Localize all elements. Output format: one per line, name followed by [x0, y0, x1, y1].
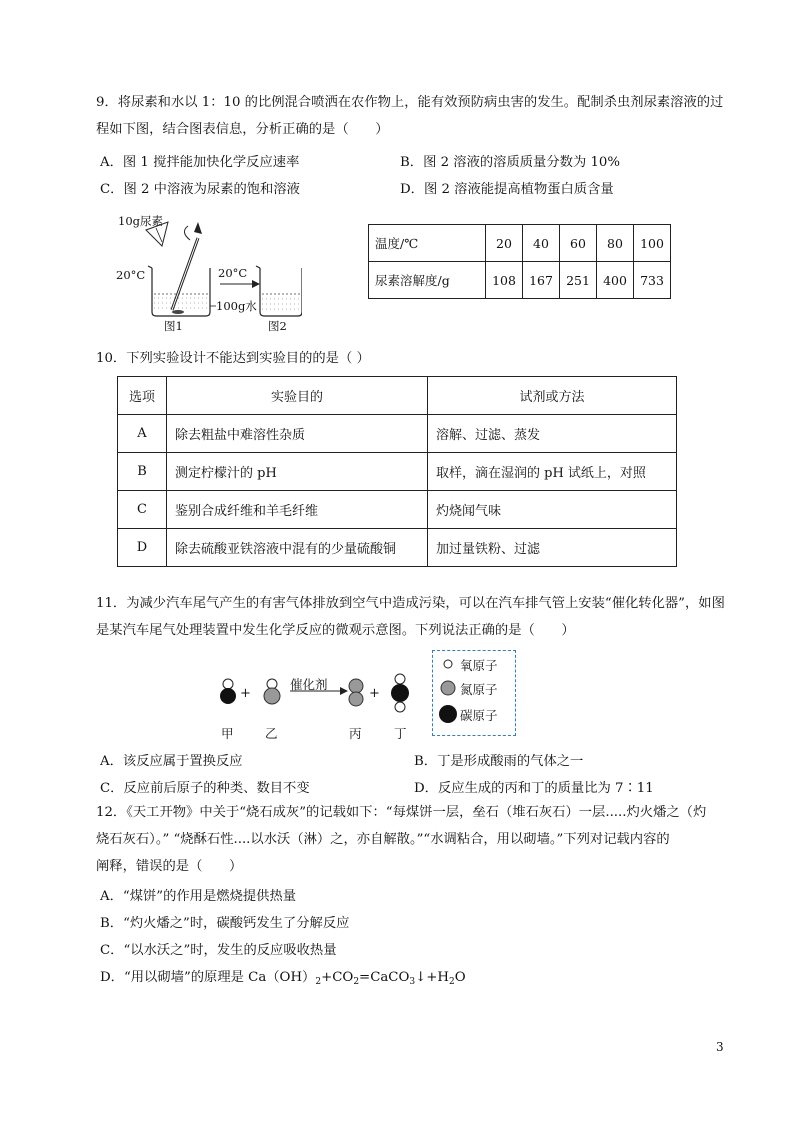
- molecule-jia: [220, 679, 236, 704]
- q12-stem-line2: 烧石灰石）。” “烧酥石性....以水沃（淋）之，亦自解散。”“水调粘合，用以砌墙。”下列对记载内容的: [96, 832, 670, 847]
- table-cell: 60: [560, 225, 597, 262]
- table-cell: 108: [486, 262, 523, 299]
- q9-label-water: 100g水: [216, 299, 257, 313]
- q12-option-a: A．“煤饼”的作用是燃烧提供热量: [100, 889, 297, 904]
- q11-legend-nitrogen: 氮原子: [460, 682, 498, 697]
- q11-legend-carbon: 碳原子: [460, 708, 498, 723]
- q11-option-d: D．反应生成的丙和丁的质量比为 7∶11: [414, 781, 654, 796]
- q10-stem: 10．下列实验设计不能达到实验目的的是（ ）: [96, 351, 370, 366]
- subscript: 2: [353, 977, 360, 987]
- q11-label-bing: 丙: [349, 726, 362, 741]
- carbon-atom-icon: [439, 705, 457, 723]
- q12-option-c: C．“以水沃之”时，发生的反应吸收热量: [100, 943, 337, 958]
- q12-stem-line1: 12．《天工开物》中关于“烧石成灰”的记载如下：“每煤饼一层，垒石（堆石灰石）一层.....灼火燔之（灼: [96, 805, 707, 820]
- table-cell: 20: [486, 225, 523, 262]
- molecule-yi: [264, 679, 280, 704]
- table-cell: 100: [634, 225, 671, 262]
- stirring-rod-icon: [172, 222, 202, 310]
- table-cell: 测定柠檬汁的 pH: [167, 453, 428, 491]
- table-row: [369, 262, 671, 299]
- q11-option-a: A．该反应属于置换反应: [100, 754, 243, 769]
- q9-option-c: C．图 2 中溶液为尿素的饱和溶液: [100, 182, 300, 197]
- subscript: 2: [315, 977, 322, 987]
- molecule-bing: [349, 679, 363, 706]
- q11-option-b: B．丁是形成酸雨的气体之一: [414, 754, 584, 769]
- table-cell: A: [118, 415, 167, 453]
- formula-part: O: [454, 970, 466, 985]
- table-cell: 加过量铁粉、过滤: [428, 529, 677, 567]
- table-cell: C: [118, 491, 167, 529]
- q9-option-a: A．图 1 搅拌能加快化学反应速率: [100, 155, 300, 170]
- arrow-icon: [220, 280, 260, 288]
- q12-option-b: B．“灼火燔之”时，碳酸钙发生了分解反应: [100, 916, 350, 931]
- table-cell: 除去硫酸亚铁溶液中混有的少量硫酸铜: [167, 529, 428, 567]
- formula-part: ↓+H: [415, 970, 449, 985]
- table-cell: B: [118, 453, 167, 491]
- beaker-2: [256, 266, 302, 316]
- q11-label-ding: 丁: [394, 726, 407, 741]
- q9-label-temp-left: 20°C: [116, 268, 146, 282]
- table-row: [369, 225, 671, 262]
- oxygen-atom-icon: [444, 660, 452, 668]
- table-header-cell: 试剂或方法: [428, 377, 677, 415]
- table-cell: 取样，滴在湿润的 pH 试纸上，对照: [428, 453, 677, 491]
- table-cell: 400: [597, 262, 634, 299]
- q12-option-d-prefix: D．“用以砌墙”的原理是 Ca（OH）: [100, 970, 316, 985]
- q9-caption-fig2: 图2: [268, 319, 287, 333]
- table-header-cell: 选项: [118, 377, 167, 415]
- table-cell: 鉴别合成纤维和羊毛纤维: [167, 491, 428, 529]
- table-header-cell: 实验目的: [167, 377, 428, 415]
- q9-solubility-table: [368, 224, 671, 299]
- q11-stem-line2: 是某汽车尾气处理装置中发生化学反应的微观示意图。下列说法正确的是（ ）: [96, 623, 575, 638]
- q9-caption-fig1: 图1: [164, 319, 183, 333]
- formula-part: +CO: [321, 970, 354, 985]
- table-cell: 除去粗盐中难溶性杂质: [167, 415, 428, 453]
- q11-plus-2: +: [369, 686, 380, 701]
- table-cell: 溶解、过滤、蒸发: [428, 415, 677, 453]
- formula-part: =CaCO: [359, 970, 410, 985]
- q9-option-b: B．图 2 溶液的溶质质量分数为 10%: [400, 155, 621, 170]
- q9-label-temp-arrow: 20°C: [218, 266, 248, 280]
- q11-stem-line1: 11．为减少汽车尾气产生的有害气体排放到空气中造成污染，可以在汽车排气管上安装“催化转化器”，如图: [96, 596, 725, 611]
- table-row: [118, 491, 677, 529]
- table-cell: 80: [597, 225, 634, 262]
- q10-experiment-table: [117, 376, 677, 567]
- subscript: 2: [449, 977, 455, 987]
- table-cell: 733: [634, 262, 671, 299]
- q11-option-c: C．反应前后原子的种类、数目不变: [100, 781, 310, 796]
- q9-label-urea: 10g尿素: [118, 214, 163, 228]
- table-cell: 251: [560, 262, 597, 299]
- table-row: [118, 529, 677, 567]
- table-cell: 167: [523, 262, 560, 299]
- q11-legend-oxygen: 氧原子: [460, 658, 498, 673]
- q11-catalyst-label: 催化剂: [290, 677, 328, 692]
- q11-legend-icons: [438, 654, 458, 730]
- table-cell: 40: [523, 225, 560, 262]
- q11-label-jia: 甲: [221, 726, 234, 741]
- q9-stem-line2: 程如下图，结合图表信息，分析正确的是（ ）: [96, 122, 389, 137]
- q11-label-yi: 乙: [265, 726, 278, 741]
- q12-option-d: [100, 966, 466, 987]
- table-cell: 灼烧闻气味: [428, 491, 677, 529]
- table-cell: D: [118, 529, 167, 567]
- q9-stem-line1: 9．将尿素和水以 1：10 的比例混合喷洒在农作物上，能有效预防病虫害的发生。配制杀虫剂尿素溶液的过: [96, 95, 724, 110]
- q9-option-d: D．图 2 溶液能提高植物蛋白质含量: [400, 182, 614, 197]
- table-row: [118, 415, 677, 453]
- subscript: 3: [409, 977, 416, 987]
- page-number: 3: [716, 1040, 724, 1054]
- table-cell: 温度/℃: [369, 225, 486, 262]
- table-cell: 尿素溶解度/g: [369, 262, 486, 299]
- molecule-ding: [391, 674, 409, 712]
- table-header-row: [118, 377, 677, 415]
- q11-plus-1: +: [240, 686, 251, 701]
- table-row: [118, 453, 677, 491]
- q12-stem-line3: 阐释，错误的是（ ）: [96, 859, 243, 874]
- nitrogen-atom-icon: [441, 681, 455, 695]
